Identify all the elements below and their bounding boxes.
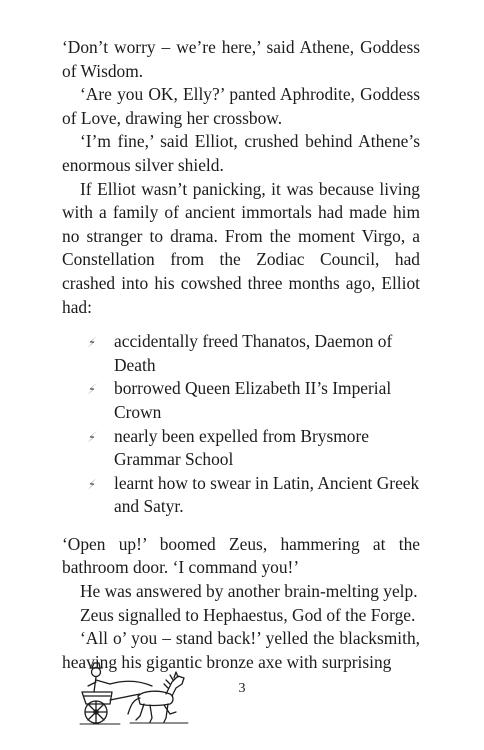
- paragraph: ‘I’m fine,’ said Elliot, crushed behind Athene’s enormous silver shield.: [62, 131, 420, 175]
- paragraph: Zeus signalled to Hephaestus, God of the Forge.: [80, 604, 416, 625]
- paragraph: If Elliot wasn’t panicking, it was because living with a family of ancient immortals had made him no stranger to drama. From the moment Virgo, a Constellation from the Zodiac Council, had crashed into his cowshed three months ago, Elliot had:: [62, 178, 420, 317]
- lightning-bolt-icon: [84, 334, 100, 350]
- lightning-bolt-icon: [84, 381, 100, 397]
- bullet-list: [62, 330, 420, 519]
- bullet-item: [74, 330, 420, 377]
- paragraph: ‘Don’t worry – we’re here,’ said Athene, Goddess of Wisdom.: [62, 37, 420, 81]
- lightning-bolt-icon: [84, 476, 100, 492]
- body-text: [62, 36, 420, 674]
- paragraph: ‘All o’ you – stand back!’ yelled the blacksmith, heaving his gigantic bronze axe with surprising: [62, 628, 420, 672]
- lightning-bolt-icon: [84, 429, 100, 445]
- paragraph: ‘Are you OK, Elly?’ panted Aphrodite, Goddess of Love, drawing her crossbow.: [62, 84, 420, 128]
- bullet-text: learnt how to swear in Latin, Ancient Greek and Satyr.: [114, 472, 420, 517]
- bullet-text: borrowed Queen Elizabeth II’s Imperial Crown: [114, 378, 392, 422]
- bullet-text: accidentally freed Thanatos, Daemon of Death: [114, 331, 393, 375]
- page-footer: [0, 658, 484, 750]
- bullet-item: [74, 425, 420, 472]
- bullet-item: [74, 472, 420, 519]
- bullet-text: nearly been expelled from Brysmore Grammar School: [114, 425, 369, 470]
- paragraph: He was answered by another brain-melting yelp.: [80, 581, 418, 602]
- page-number: 3: [238, 681, 246, 696]
- paragraph: ‘Open up!’ boomed Zeus, hammering at the bathroom door. ‘I command you!’: [62, 533, 420, 578]
- bullet-item: [74, 377, 420, 424]
- chariot-illustration: [60, 658, 200, 730]
